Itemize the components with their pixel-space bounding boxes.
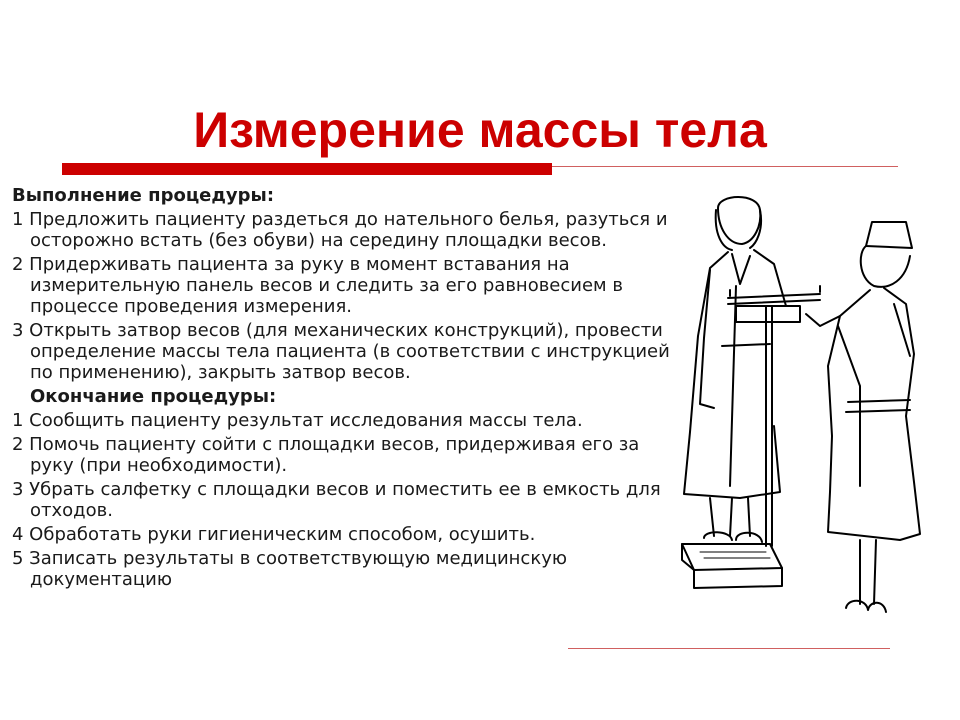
procedure-step: 2 Придерживать пациента за руку в момент вставания на измерительную панель весов и следить за его равновесием в процессе проведения измерения. xyxy=(12,254,623,317)
title-underline-thin xyxy=(552,166,898,167)
scale-platform xyxy=(682,544,782,588)
ending-step: 1 Сообщить пациенту результат исследования массы тела. xyxy=(12,410,583,431)
ending-step: 4 Обработать руки гигиеническим способом, осушить. xyxy=(12,524,536,545)
bottom-rule xyxy=(568,648,890,649)
patient-figure xyxy=(684,197,786,542)
scale-column xyxy=(728,286,820,546)
procedure-heading: Выполнение процедуры: xyxy=(12,185,275,206)
weighing-illustration xyxy=(670,186,940,632)
ending-step: 2 Помочь пациенту сойти с площадки весов, придерживая его за руку (при необходимости). xyxy=(12,434,640,476)
slide-title: Измерение массы тела xyxy=(193,102,767,158)
ending-heading: Окончание процедуры: xyxy=(30,386,277,407)
title-underline-thick xyxy=(62,163,552,175)
procedure-step: 1 Предложить пациенту раздеться до нательного белья, разуться и осторожно встать (без обуви) на середину площадки весов. xyxy=(12,209,668,251)
nurse-figure xyxy=(806,222,920,612)
slide-body xyxy=(12,185,674,593)
ending-step: 5 Записать результаты в соответствующую медицинскую документацию xyxy=(12,548,567,590)
procedure-step: 3 Открыть затвор весов (для механических конструкций), провести определение массы тела пациента (в соответствии с инструкцией по применению), закрыть затвор весов. xyxy=(12,320,670,383)
ending-step: 3 Убрать салфетку с площадки весов и поместить ее в емкость для отходов. xyxy=(12,479,661,521)
